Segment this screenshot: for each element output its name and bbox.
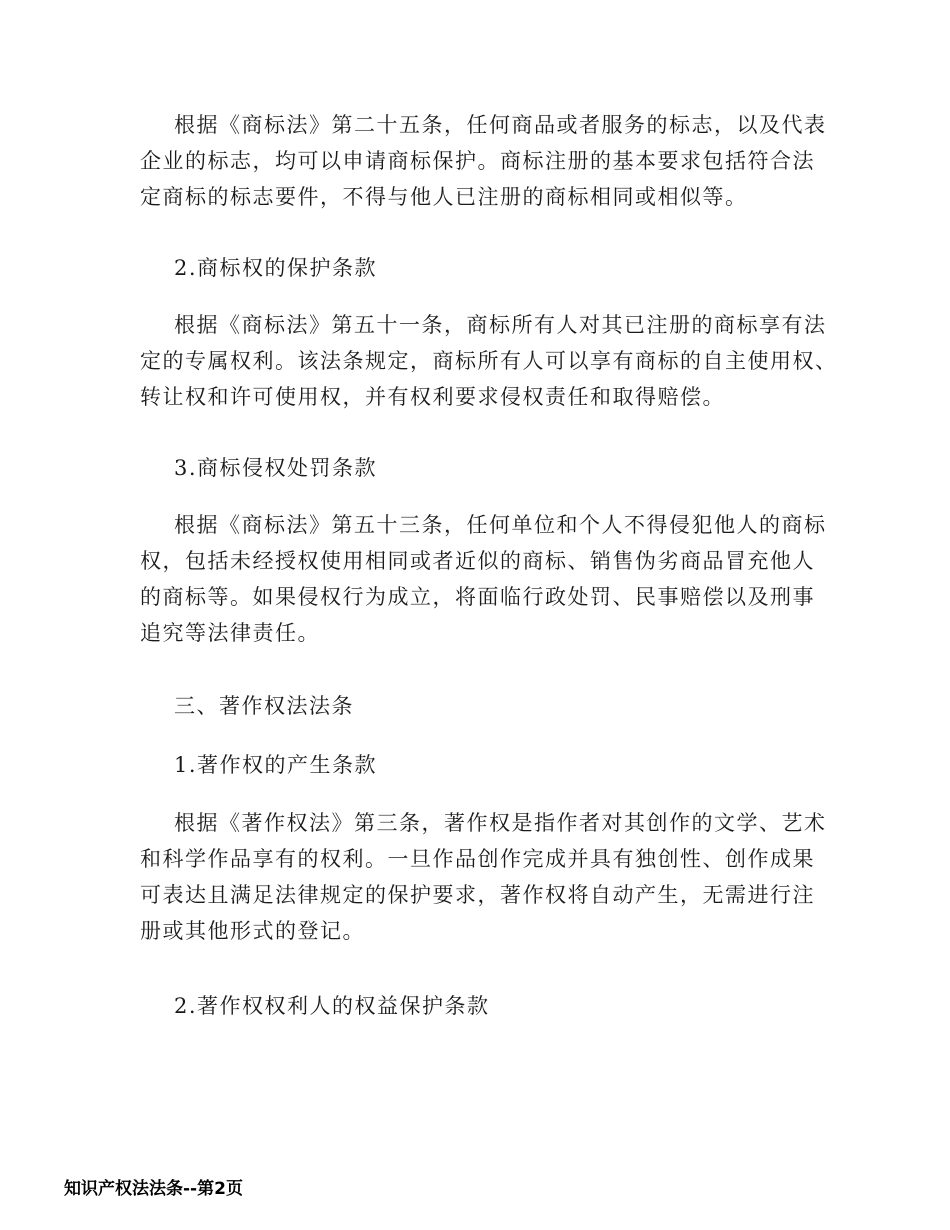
paragraph-line: 和科学作品享有的权利。一旦作品创作完成并具有独创性、创作成果 — [140, 847, 815, 871]
paragraph-line: 定商标的标志要件，不得与他人已注册的商标相同或相似等。 — [140, 185, 748, 209]
paragraph-line: 根据《著作权法》第三条，著作权是指作者对其创作的文学、艺术 — [174, 811, 827, 835]
chapter-heading: 三、著作权法法条 — [174, 694, 354, 718]
paragraph-trademark-protection — [140, 307, 838, 415]
paragraph-line: 的商标等。如果侵权行为成立，将面临行政处罚、民事赔偿以及刑事 — [140, 585, 815, 609]
paragraph-line: 定的专属权利。该法条规定，商标所有人可以享有商标的自主使用权、 — [140, 349, 838, 373]
paragraph-trademark-infringement — [140, 507, 830, 651]
section-heading: 1.著作权的产生条款 — [174, 753, 378, 777]
paragraph-line: 可表达且满足法律规定的保护要求，著作权将自动产生，无需进行注 — [140, 883, 815, 907]
paragraph-copyright-creation — [140, 805, 830, 949]
paragraph-line: 根据《商标法》第五十一条，商标所有人对其已注册的商标享有法 — [174, 313, 827, 337]
paragraph-line: 根据《商标法》第五十三条，任何单位和个人不得侵犯他人的商标 — [174, 513, 827, 537]
paragraph-line: 权，包括未经授权使用相同或者近似的商标、销售伪劣商品冒充他人 — [140, 549, 815, 573]
paragraph-line: 企业的标志，均可以申请商标保护。商标注册的基本要求包括符合法 — [140, 149, 815, 173]
section-heading: 2.商标权的保护条款 — [174, 256, 378, 280]
page-footer: 知识产权法法条--第2页 — [64, 1179, 243, 1199]
section-heading: 3.商标侵权处罚条款 — [174, 456, 378, 480]
paragraph-line: 根据《商标法》第二十五条，任何商品或者服务的标志，以及代表 — [174, 113, 827, 137]
section-heading: 2.著作权权利人的权益保护条款 — [174, 994, 490, 1018]
paragraph-line: 追究等法律责任。 — [140, 621, 320, 645]
paragraph-trademark-registration — [140, 107, 830, 215]
paragraph-line: 册或其他形式的登记。 — [140, 919, 365, 943]
paragraph-line: 转让权和许可使用权，并有权利要求侵权责任和取得赔偿。 — [140, 385, 725, 409]
